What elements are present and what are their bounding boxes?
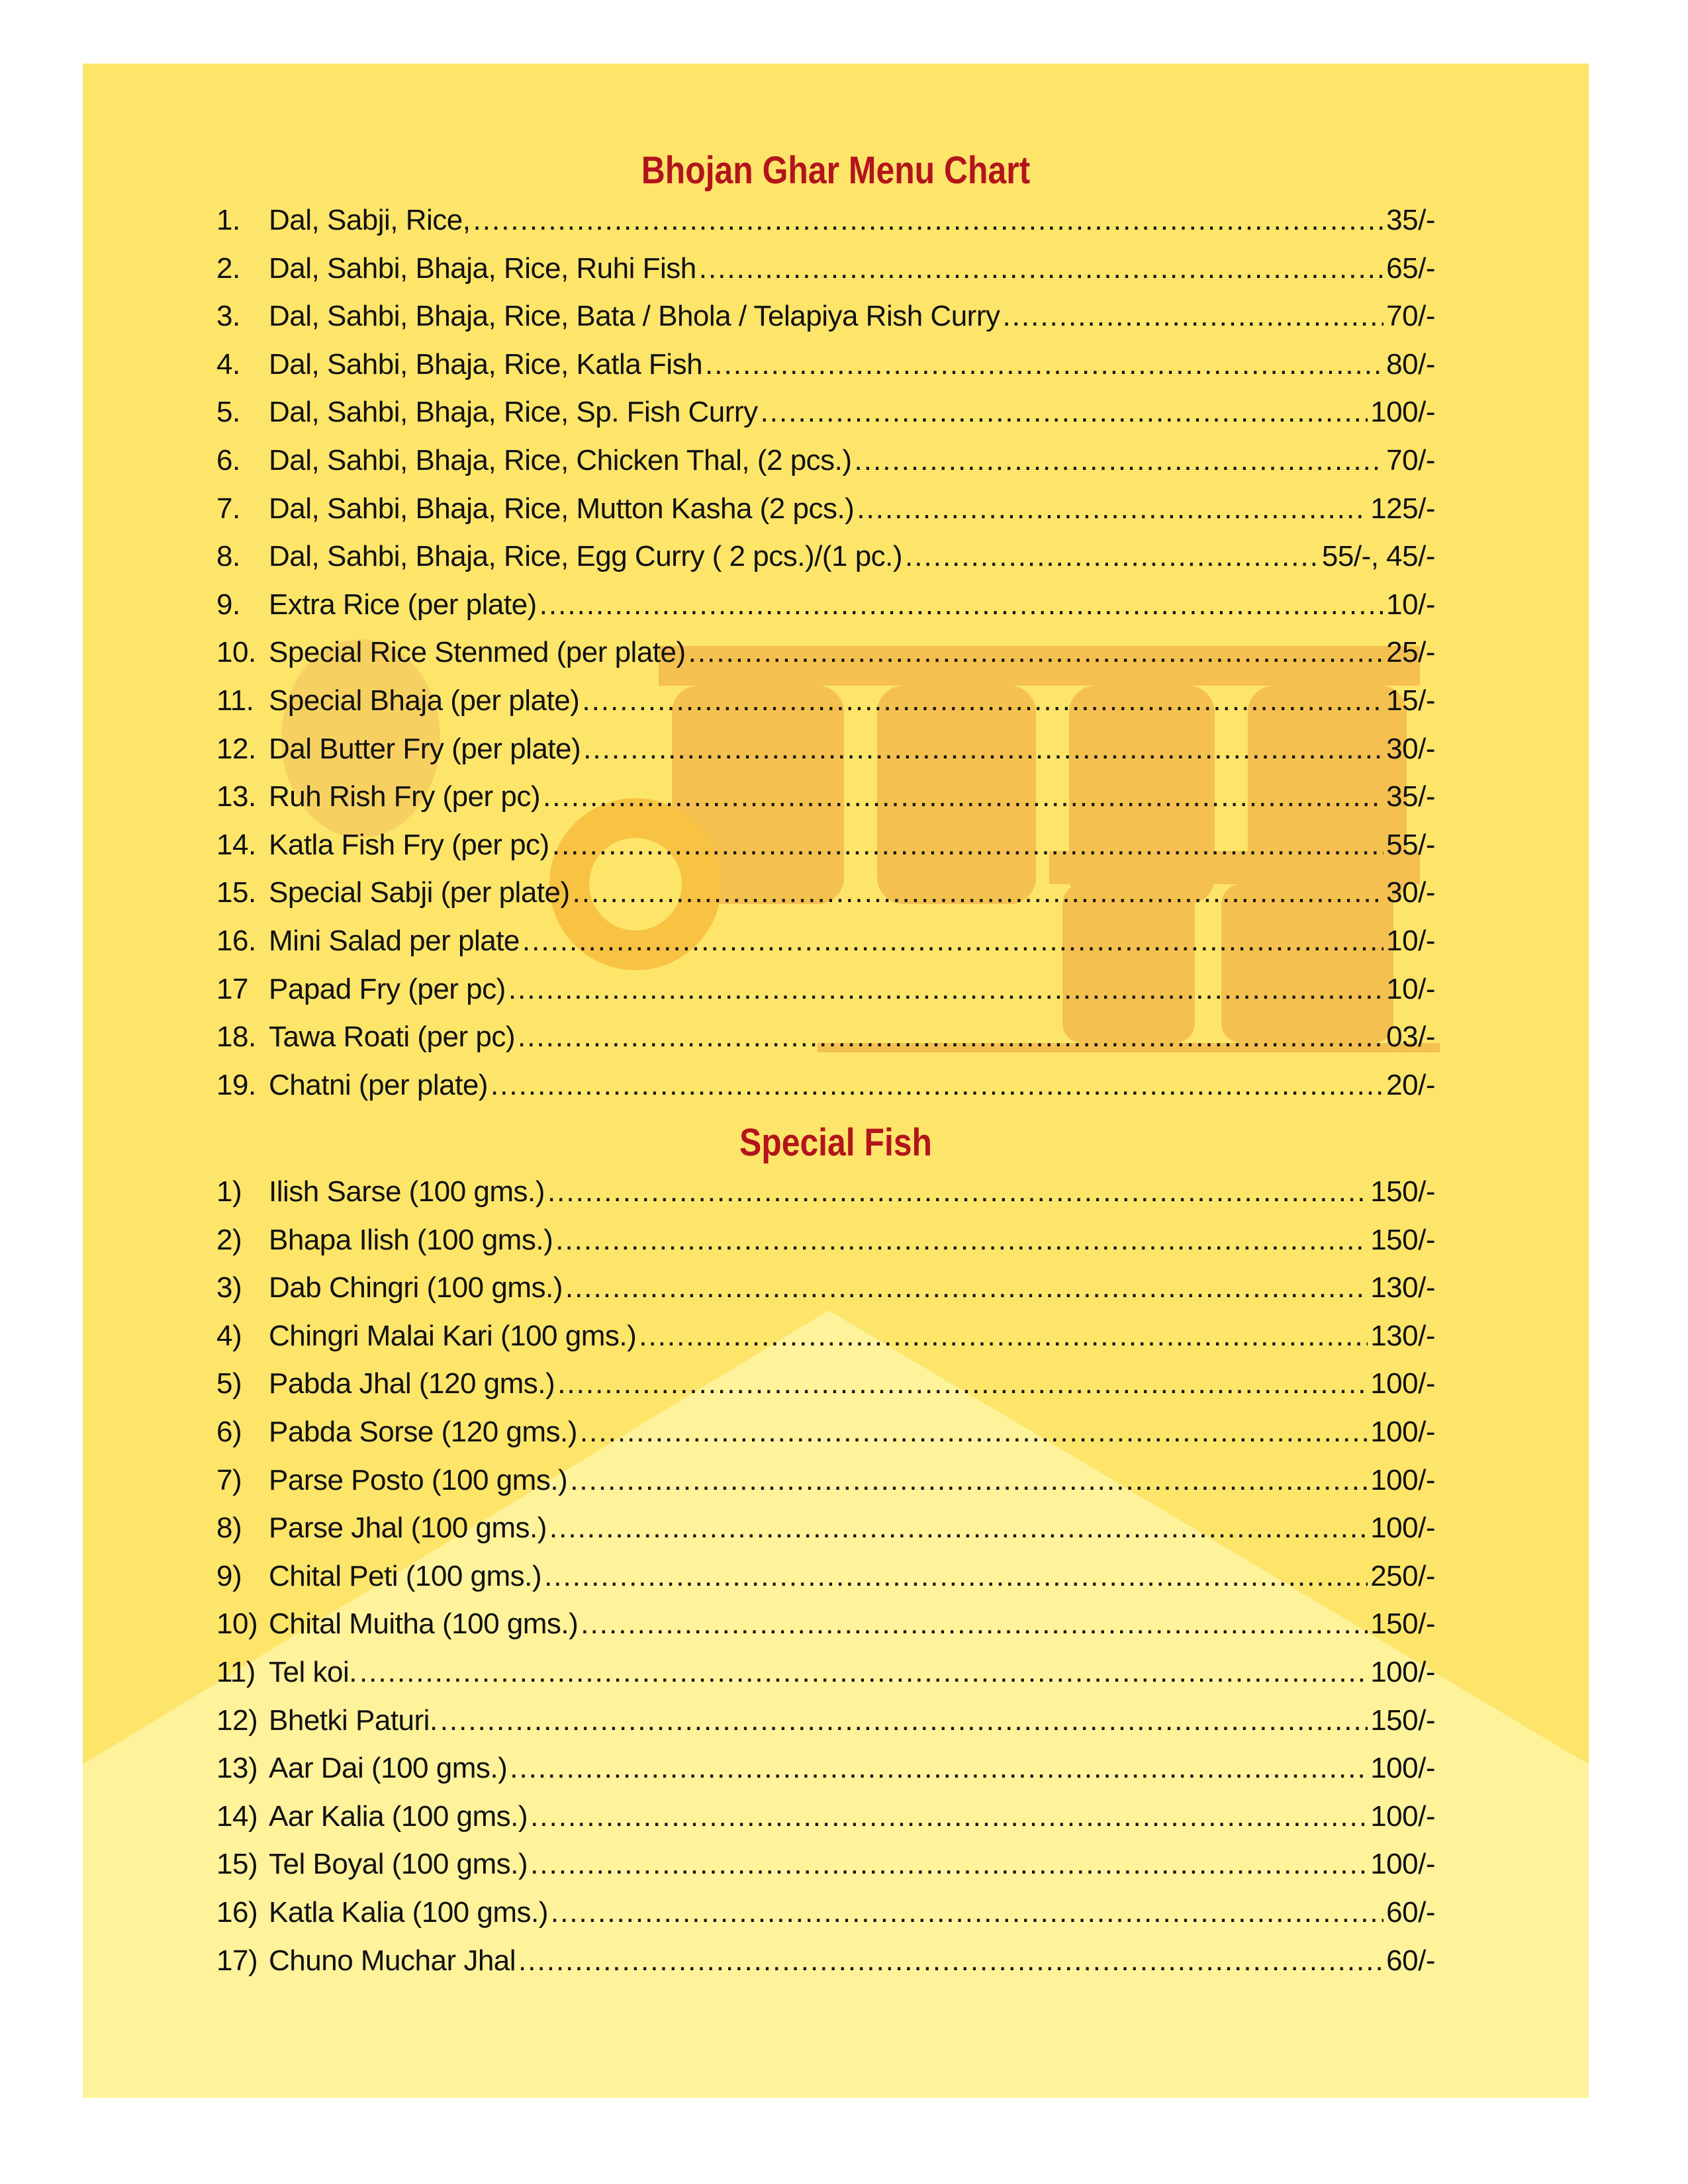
item-name: Dal, Sahbi, Bhaja, Rice, Chicken Thal, (2 pcs.) bbox=[269, 443, 852, 477]
item-name: Special Sabji (per plate) bbox=[269, 876, 570, 909]
item-name: Bhetki Paturi. bbox=[269, 1704, 438, 1737]
dot-leader bbox=[530, 1800, 1368, 1833]
item-name: Chatni (per plate) bbox=[269, 1068, 488, 1101]
item-price: 25/- bbox=[1386, 636, 1435, 669]
dot-leader bbox=[557, 1367, 1368, 1400]
item-number: 13. bbox=[216, 780, 256, 813]
menu-item-row bbox=[216, 588, 1435, 637]
menu-item-row bbox=[216, 1656, 1435, 1704]
menu-item-row bbox=[216, 1021, 1435, 1069]
dot-leader bbox=[688, 636, 1384, 669]
menu-item-row bbox=[216, 1896, 1435, 1944]
item-name: Pabda Jhal (120 gms.) bbox=[269, 1367, 555, 1400]
menu-item-row bbox=[216, 1800, 1435, 1848]
menu-item-row bbox=[216, 1608, 1435, 1656]
item-number: 15. bbox=[216, 876, 256, 909]
menu-item-row bbox=[216, 925, 1435, 973]
dot-leader bbox=[440, 1704, 1368, 1737]
dot-leader bbox=[359, 1656, 1368, 1689]
item-number: 3) bbox=[216, 1271, 242, 1304]
menu-item-row bbox=[216, 1944, 1435, 1993]
item-number: 13) bbox=[216, 1752, 258, 1785]
item-price: 35/- bbox=[1386, 780, 1435, 813]
item-price: 03/- bbox=[1386, 1021, 1435, 1054]
item-price: 100/- bbox=[1370, 1655, 1435, 1688]
item-price: 55/- bbox=[1386, 828, 1435, 861]
item-number: 14) bbox=[216, 1799, 258, 1833]
item-number: 6) bbox=[216, 1415, 242, 1448]
item-price: 250/- bbox=[1370, 1559, 1435, 1592]
item-name: Parse Posto (100 gms.) bbox=[269, 1463, 568, 1496]
menu-list bbox=[216, 204, 1435, 1116]
dot-leader bbox=[547, 1175, 1368, 1208]
menu-item-row bbox=[216, 684, 1435, 733]
menu-item-row bbox=[216, 973, 1435, 1021]
dot-leader bbox=[1002, 300, 1383, 333]
item-price: 65/- bbox=[1386, 251, 1435, 285]
item-number: 16. bbox=[216, 924, 256, 957]
menu-item-row bbox=[216, 300, 1435, 348]
dot-leader bbox=[530, 1848, 1368, 1881]
item-name: Tawa Roati (per pc) bbox=[269, 1021, 515, 1054]
item-name: Pabda Sorse (120 gms.) bbox=[269, 1415, 577, 1448]
special-fish-title: Special Fish bbox=[739, 1121, 933, 1164]
menu-item-row bbox=[216, 492, 1435, 541]
item-number: 17) bbox=[216, 1944, 258, 1977]
item-name: Tel koi. bbox=[269, 1655, 357, 1688]
item-number: 2. bbox=[216, 251, 240, 285]
item-name: Special Bhaja (per plate) bbox=[269, 684, 580, 717]
item-name: Katla Kalia (100 gms.) bbox=[269, 1895, 548, 1929]
menu-item-row bbox=[216, 1224, 1435, 1272]
item-number: 4. bbox=[216, 347, 240, 381]
dot-leader bbox=[581, 1608, 1368, 1641]
dot-leader bbox=[570, 1464, 1368, 1497]
dot-leader bbox=[583, 733, 1383, 766]
menu-item-row bbox=[216, 1464, 1435, 1512]
dot-leader bbox=[639, 1320, 1368, 1353]
item-number: 14. bbox=[216, 828, 256, 861]
item-number: 12. bbox=[216, 732, 256, 765]
dot-leader bbox=[855, 444, 1384, 477]
item-number: 8. bbox=[216, 540, 240, 573]
item-number: 17 bbox=[216, 972, 248, 1005]
item-number: 6. bbox=[216, 443, 240, 477]
menu-item-row bbox=[216, 348, 1435, 396]
menu-item-row bbox=[216, 204, 1435, 252]
dot-leader bbox=[705, 348, 1383, 381]
item-price: 30/- bbox=[1386, 732, 1435, 765]
dot-leader bbox=[552, 829, 1383, 862]
item-price: 130/- bbox=[1370, 1319, 1435, 1352]
item-name: Papad Fry (per pc) bbox=[269, 972, 506, 1005]
item-price: 60/- bbox=[1386, 1895, 1435, 1929]
menu-page bbox=[83, 64, 1589, 2098]
item-name: Dal, Sahbi, Bhaja, Rice, Mutton Kasha (2 pcs.) bbox=[269, 492, 855, 525]
item-name: Chingri Malai Kari (100 gms.) bbox=[269, 1319, 637, 1352]
menu-item-row bbox=[216, 636, 1435, 684]
item-name: Mini Salad per plate bbox=[269, 924, 520, 957]
item-name: Dal, Sahbi, Bhaja, Rice, Ruhi Fish bbox=[269, 251, 696, 285]
item-price: 150/- bbox=[1370, 1223, 1435, 1256]
item-price: 100/- bbox=[1370, 1512, 1435, 1545]
item-number: 10) bbox=[216, 1608, 258, 1641]
item-name: Extra Rice (per plate) bbox=[269, 588, 537, 621]
menu-item-row bbox=[216, 1320, 1435, 1368]
item-name: Dal, Sahbi, Bhaja, Rice, Sp. Fish Curry bbox=[269, 396, 758, 429]
dot-leader bbox=[905, 540, 1319, 573]
item-name: Dal Butter Fry (per plate) bbox=[269, 732, 581, 765]
menu-item-row bbox=[216, 1271, 1435, 1320]
item-number: 9. bbox=[216, 588, 240, 621]
item-price: 100/- bbox=[1370, 1415, 1435, 1448]
dot-leader bbox=[539, 588, 1383, 621]
special-fish-list bbox=[216, 1175, 1435, 1992]
item-number: 1. bbox=[216, 204, 240, 236]
item-price: 10/- bbox=[1386, 972, 1435, 1005]
item-number: 4) bbox=[216, 1319, 242, 1352]
item-number: 19. bbox=[216, 1068, 256, 1101]
menu-item-row bbox=[216, 1848, 1435, 1896]
item-name: Bhapa Ilish (100 gms.) bbox=[269, 1223, 553, 1256]
dot-leader bbox=[544, 1560, 1368, 1593]
item-price: 35/- bbox=[1386, 204, 1435, 236]
item-number: 7) bbox=[216, 1463, 242, 1496]
item-name: Dab Chingri (100 gms.) bbox=[269, 1271, 563, 1304]
menu-item-row bbox=[216, 444, 1435, 492]
menu-item-row bbox=[216, 396, 1435, 444]
item-number: 12) bbox=[216, 1704, 258, 1737]
item-price: 10/- bbox=[1386, 588, 1435, 621]
item-name: Ruh Rish Fry (per pc) bbox=[269, 780, 541, 813]
menu-item-row bbox=[216, 876, 1435, 925]
item-price: 150/- bbox=[1370, 1608, 1435, 1641]
dot-leader bbox=[699, 252, 1383, 285]
dot-leader bbox=[473, 204, 1384, 237]
item-number: 18. bbox=[216, 1021, 256, 1054]
item-number: 5. bbox=[216, 396, 240, 429]
item-number: 8) bbox=[216, 1512, 242, 1545]
item-number: 7. bbox=[216, 492, 240, 525]
dot-leader bbox=[518, 1021, 1383, 1054]
item-number: 3. bbox=[216, 300, 240, 333]
item-price: 150/- bbox=[1370, 1704, 1435, 1737]
menu-item-row bbox=[216, 829, 1435, 877]
menu-item-row bbox=[216, 780, 1435, 829]
dot-leader bbox=[510, 1752, 1368, 1785]
menu-item-row bbox=[216, 1175, 1435, 1224]
item-price: 100/- bbox=[1370, 1752, 1435, 1785]
item-number: 5) bbox=[216, 1367, 242, 1400]
item-name: Parse Jhal (100 gms.) bbox=[269, 1512, 547, 1545]
menu-item-row bbox=[216, 1560, 1435, 1608]
dot-leader bbox=[580, 1416, 1368, 1449]
dot-leader bbox=[491, 1069, 1383, 1102]
item-name: Dal, Sahbi, Bhaja, Rice, Katla Fish bbox=[269, 347, 703, 381]
item-price: 55/-, 45/- bbox=[1321, 540, 1435, 573]
menu-item-row bbox=[216, 252, 1435, 300]
item-price: 100/- bbox=[1370, 1367, 1435, 1400]
dot-leader bbox=[555, 1224, 1368, 1257]
menu-item-row bbox=[216, 540, 1435, 588]
item-number: 9) bbox=[216, 1559, 242, 1592]
item-price: 20/- bbox=[1386, 1068, 1435, 1101]
item-name: Chital Peti (100 gms.) bbox=[269, 1559, 542, 1592]
item-number: 11) bbox=[216, 1655, 256, 1688]
menu-item-row bbox=[216, 1752, 1435, 1800]
dot-leader bbox=[508, 973, 1383, 1006]
item-price: 60/- bbox=[1386, 1944, 1435, 1977]
menu-item-row bbox=[216, 733, 1435, 781]
dot-leader bbox=[543, 780, 1383, 813]
dot-leader bbox=[518, 1944, 1383, 1978]
item-number: 2) bbox=[216, 1223, 242, 1256]
item-price: 125/- bbox=[1370, 492, 1435, 525]
item-price: 100/- bbox=[1370, 1799, 1435, 1833]
dot-leader bbox=[551, 1896, 1383, 1929]
item-name: Dal, Sabji, Rice, bbox=[269, 204, 471, 236]
item-price: 30/- bbox=[1386, 876, 1435, 909]
item-number: 15) bbox=[216, 1848, 258, 1881]
item-name: Tel Boyal (100 gms.) bbox=[269, 1848, 528, 1881]
item-price: 15/- bbox=[1386, 684, 1435, 717]
item-number: 11. bbox=[216, 684, 254, 717]
dot-leader bbox=[857, 492, 1368, 525]
item-price: 100/- bbox=[1370, 1463, 1435, 1496]
item-name: Aar Kalia (100 gms.) bbox=[269, 1799, 528, 1833]
menu-item-row bbox=[216, 1704, 1435, 1752]
item-name: Katla Fish Fry (per pc) bbox=[269, 828, 549, 861]
dot-leader bbox=[761, 396, 1368, 429]
menu-item-row bbox=[216, 1069, 1435, 1117]
menu-item-row bbox=[216, 1367, 1435, 1416]
dot-leader bbox=[522, 925, 1383, 958]
dot-leader bbox=[582, 684, 1383, 717]
item-name: Dal, Sahbi, Bhaja, Rice, Bata / Bhola / Telapiya Rish Curry bbox=[269, 300, 1000, 333]
item-name: Special Rice Stenmed (per plate) bbox=[269, 636, 686, 669]
menu-item-row bbox=[216, 1416, 1435, 1464]
dot-leader bbox=[565, 1271, 1368, 1304]
item-price: 80/- bbox=[1386, 347, 1435, 381]
item-name: Dal, Sahbi, Bhaja, Rice, Egg Curry ( 2 pcs.)/(1 pc.) bbox=[269, 540, 903, 573]
item-number: 10. bbox=[216, 636, 256, 669]
item-name: Chuno Muchar Jhal bbox=[269, 1944, 516, 1977]
item-price: 70/- bbox=[1386, 300, 1435, 333]
item-price: 70/- bbox=[1386, 443, 1435, 477]
dot-leader bbox=[573, 876, 1384, 909]
item-price: 100/- bbox=[1370, 1848, 1435, 1881]
item-price: 130/- bbox=[1370, 1271, 1435, 1304]
dot-leader bbox=[549, 1512, 1368, 1545]
item-price: 10/- bbox=[1386, 924, 1435, 957]
menu-chart-title: Bhojan Ghar Menu Chart bbox=[641, 149, 1031, 192]
item-number: 16) bbox=[216, 1895, 258, 1929]
item-name: Chital Muitha (100 gms.) bbox=[269, 1608, 579, 1641]
item-number: 1) bbox=[216, 1175, 242, 1208]
menu-item-row bbox=[216, 1512, 1435, 1560]
item-name: Ilish Sarse (100 gms.) bbox=[269, 1175, 545, 1208]
item-price: 150/- bbox=[1370, 1175, 1435, 1208]
item-price: 100/- bbox=[1370, 396, 1435, 429]
item-name: Aar Dai (100 gms.) bbox=[269, 1752, 508, 1785]
